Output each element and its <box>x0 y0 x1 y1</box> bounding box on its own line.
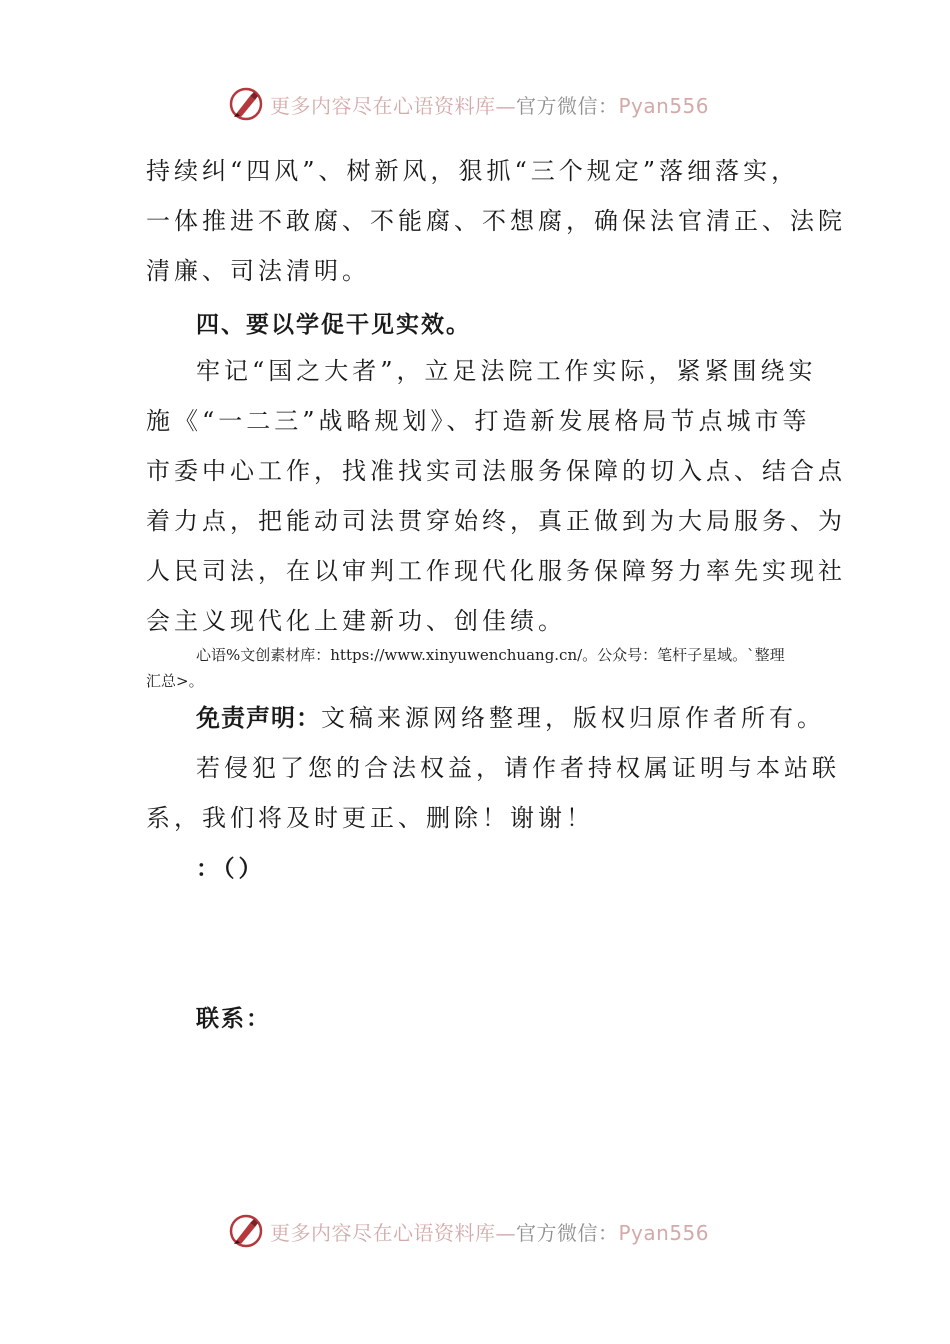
contact-label: 联系： <box>196 1006 271 1032</box>
text-line: 人民司法，在以审判工作现代化服务保障努力率先实现社 <box>146 557 846 585</box>
text-line: 施《“一二三”战略规划》、打造新发展格局节点城市等 <box>146 407 811 435</box>
disclaimer <box>146 693 840 843</box>
text-line: 清廉、司法清明。 <box>146 257 370 285</box>
banner-text: 更多内容尽在心语资料库—官方微信：Pyan556 <box>270 1220 710 1245</box>
footer-banner <box>228 1211 709 1251</box>
pen-logo-icon <box>228 1213 264 1249</box>
text-line: 着力点，把能动司法贯穿始终，真正做到为大局服务、为 <box>146 507 846 535</box>
text-line: 牢记“国之大者”，立足法院工作实际，紧紧围绕实 <box>196 357 817 385</box>
text-line: 若侵犯了您的合法权益，请作者持权属证明与本站联 <box>196 754 840 782</box>
disclaimer-text: 文稿来源网络整理，版权归原作者所有。 <box>321 704 825 732</box>
text-line: 市委中心工作，找准找实司法服务保障的切入点、结合点 <box>146 457 846 485</box>
banner-text: 更多内容尽在心语资料库—官方微信：Pyan556 <box>270 93 710 118</box>
disclaimer-first-line <box>146 693 825 743</box>
text-line: 持续纠“四风”、树新风，狠抓“三个规定”落细落实， <box>146 157 800 185</box>
source-note-line: 汇总>。 <box>146 672 204 690</box>
header-banner <box>228 84 709 124</box>
text-line: 一体推进不敢腐、不能腐、不想腐，确保法官清正、法院 <box>146 207 846 235</box>
paragraph-2 <box>146 346 846 646</box>
section-heading: 四、要以学促干见实效。 <box>196 312 471 338</box>
source-note <box>146 642 810 694</box>
text-line: 会主义现代化上建新功、创佳绩。 <box>146 607 566 635</box>
pen-logo-icon <box>228 86 264 122</box>
text-line: 系，我们将及时更正、删除！谢谢！ <box>146 804 594 832</box>
disclaimer-label: 免责声明： <box>196 704 321 732</box>
paragraph-1 <box>146 146 846 296</box>
source-note-line: 心语%文创素材库：https://www.xinyuwenchuang.cn/。公众号：笔杆子星域。`整理 <box>196 646 785 664</box>
colon-line: ：（） <box>196 856 266 882</box>
